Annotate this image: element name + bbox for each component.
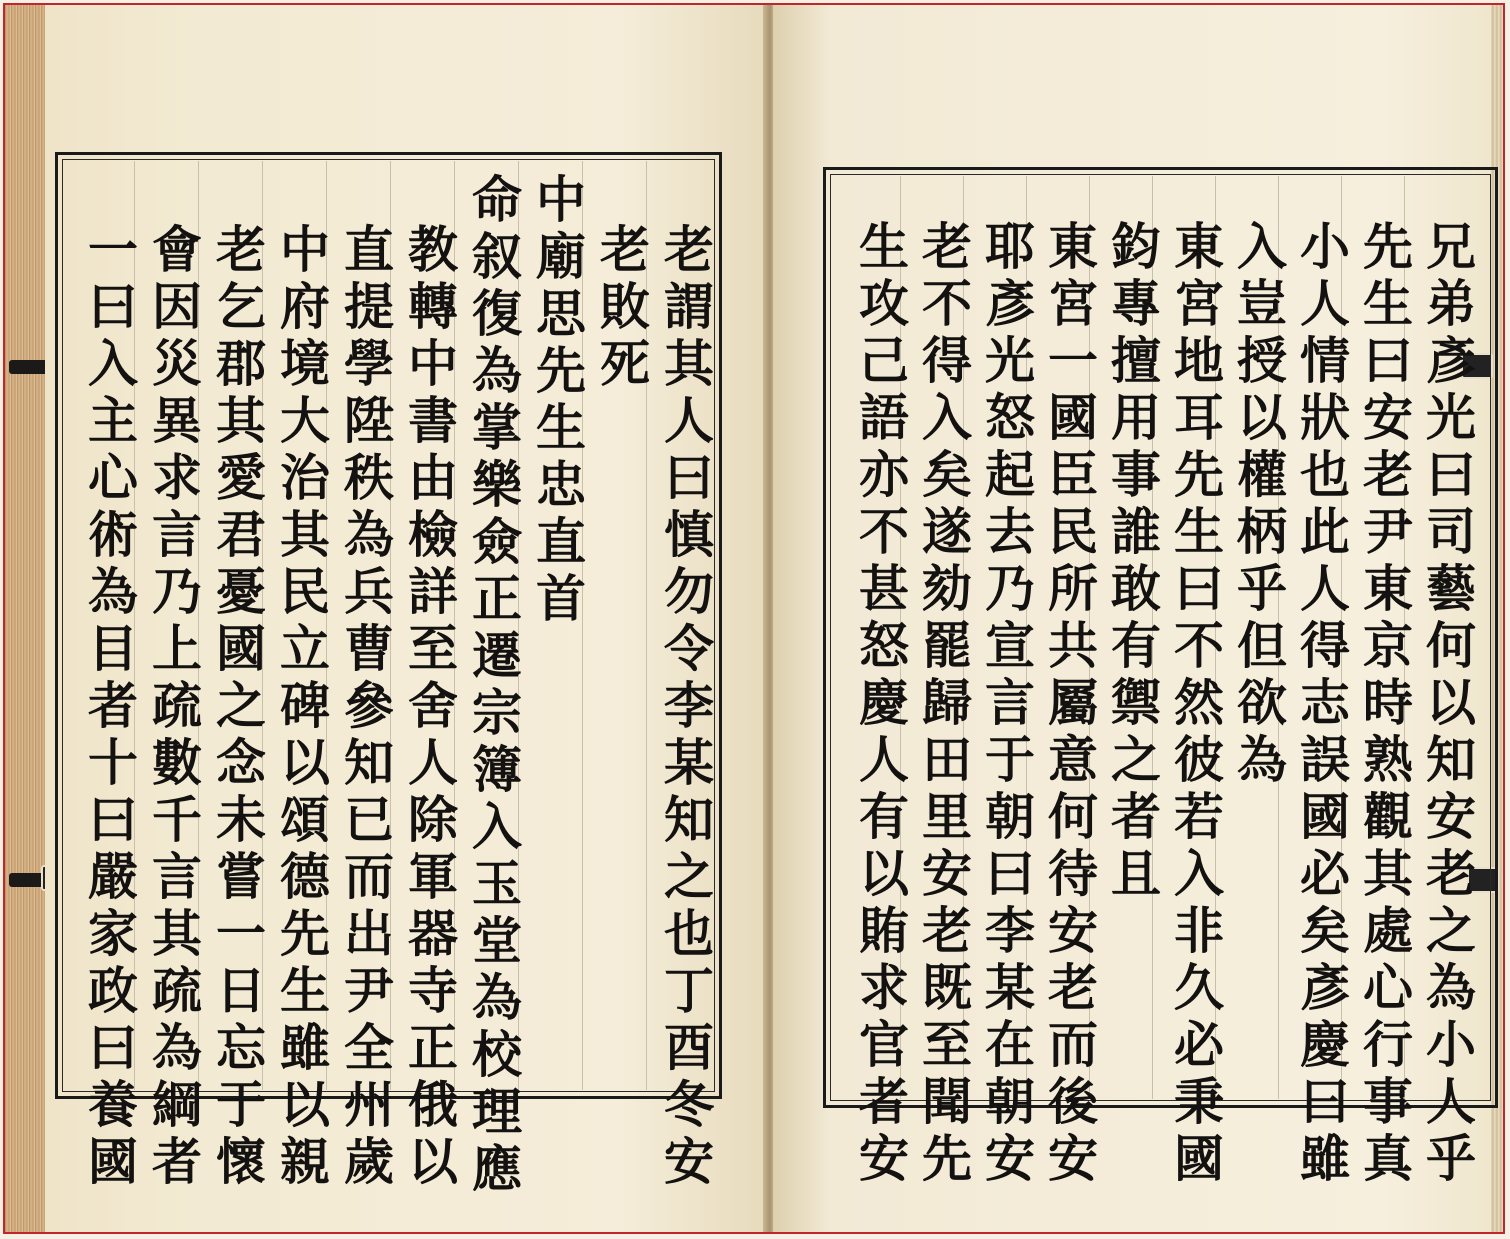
text-column: 直提學陞秩為兵曹參知已而出尹全州歲	[336, 223, 395, 1192]
text-column: 耶彥光怒起去乃宣言于朝曰李某在朝安	[977, 220, 1036, 1189]
text-column: 教轉中書由檢詳至舍人除軍器寺正俄以	[400, 223, 459, 1192]
text-column: 老乞郡其愛君憂國之念未嘗一日忘于懷	[208, 223, 267, 1192]
text-column: 中廟思先生忠直首	[528, 173, 587, 629]
text-column: 兄弟彥光曰司藝何以知安老之為小人乎	[1418, 220, 1477, 1189]
text-column: 中府境大治其民立碑以頌德先生雖以親	[272, 223, 331, 1192]
text-column: 鈞專擅用事誰敢有禦之者且	[1103, 220, 1162, 904]
text-column: 生攻己語亦不甚怒慶人有以賄求官者安	[851, 220, 910, 1189]
text-column: 東宮地耳先生曰不然彼若入非久必秉國	[1166, 220, 1225, 1189]
text-column: 小人情狀也此人得志誤國必矣彥慶曰雖	[1292, 220, 1351, 1189]
text-column: 入豈授以權柄乎但欲為	[1229, 220, 1288, 790]
text-column: 東宮一國臣民所共屬意何待安老而後安	[1040, 220, 1099, 1189]
left-text-block	[55, 152, 722, 1199]
text-column: 一曰入主心術為目者十曰嚴家政曰養國	[80, 223, 139, 1192]
text-column: 命叙復為掌樂僉正遷宗簿入玉堂為校理應	[464, 173, 523, 1199]
right-text-block	[823, 167, 1498, 1189]
book-edge-left	[5, 5, 47, 1234]
text-column: 老謂其人曰慎勿令李某知之也丁酉冬安	[656, 223, 715, 1192]
text-column: 先生曰安老尹東京時熟觀其處心行事真	[1355, 220, 1414, 1189]
text-column: 老敗死	[592, 223, 651, 394]
text-column: 老不得入矣遂劾罷歸田里安老既至聞先	[914, 220, 973, 1189]
book-spread	[5, 5, 1505, 1234]
text-column: 會因災異求言乃上疏數千言其疏為綱者	[144, 223, 203, 1192]
